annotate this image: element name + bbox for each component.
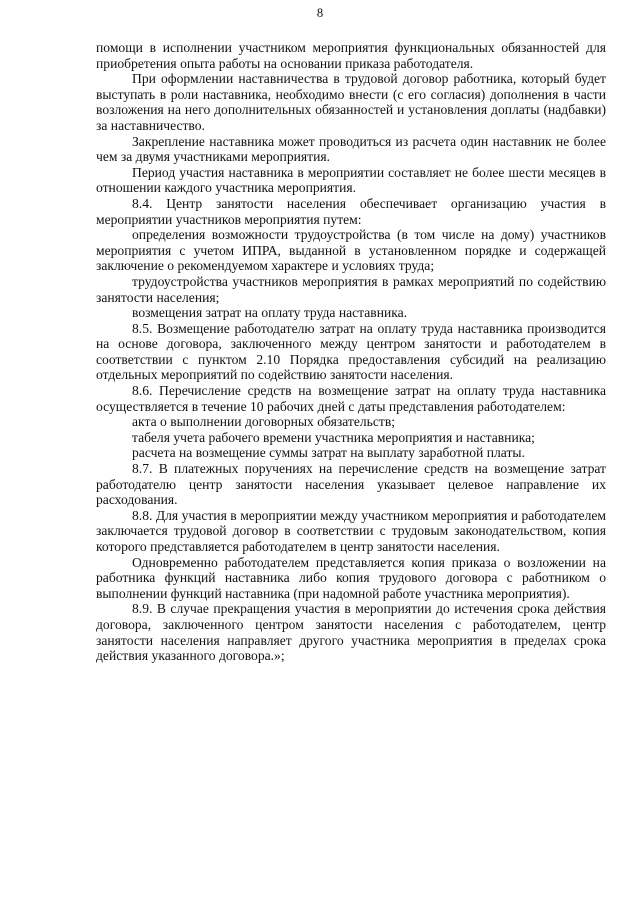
list-item-calculation: расчета на возмещение суммы затрат на выплату заработной платы. [132, 445, 525, 461]
document-body [96, 40, 606, 664]
paragraph-8-5: 8.5. Возмещение работодателю затрат на оплату труда наставника производится на основе договора, заключенного между центром занятости и работодателем в соответствии с пунктом 2.10 Порядка предоставления субсидий на реализацию отдельных мероприятий по содействию занятости населения. [96, 320, 606, 383]
paragraph-mentor-ratio: Закрепление наставника может проводиться из расчета один наставник не более чем за двумя участниками мероприятия. [96, 133, 606, 165]
list-item-employment-possibility: определения возможности трудоустройства (в том числе на дому) участников мероприятия с учетом ИПРА, выданной в установленном порядке и содержащей заключение о рекомендуемом характере и условиях труда; [96, 227, 606, 274]
paragraph-order-copy: Одновременно работодателем представляется копия приказа о возложении на работника функций наставника либо копия трудового договора с работником о выполнении функций наставника (при надомной работе участника мероприятия). [96, 554, 606, 601]
paragraph-continuation: помощи в исполнении участником мероприятия функциональных обязанностей для приобретения опыта работы на основании приказа работодателя. [96, 40, 606, 71]
paragraph-mentor-period: Период участия наставника в мероприятии составляет не более шести месяцев в отношении каждого участника мероприятия. [96, 164, 606, 196]
page-number: 8 [316, 6, 324, 20]
list-item-reimbursement: возмещения затрат на оплату труда наставника. [132, 305, 408, 321]
paragraph-8-8: 8.8. Для участия в мероприятии между участником мероприятия и работодателем заключается трудовой договор в соответствии с трудовым законодательством, копия которого представляется работодателем в центр занятости населения. [96, 507, 606, 554]
paragraph-mentorship-contract: При оформлении наставничества в трудовой договор работника, который будет выступать в роли наставника, необходимо внести (с его согласия) дополнения в части возложения на него дополнительных обязанностей и установления доплаты (надбавки) за наставничество. [96, 71, 606, 133]
paragraph-8-4: 8.4. Центр занятости населения обеспечивает организацию участия в мероприятии участников мероприятия путем: [96, 195, 606, 227]
paragraph-8-7: 8.7. В платежных поручениях на перечисление средств на возмещение затрат работодателю центр занятости населения указывает целевое направление их расходования. [96, 461, 606, 508]
paragraph-8-6: 8.6. Перечисление средств на возмещение затрат на оплату труда наставника осуществляется в течение 10 рабочих дней с даты представления работодателем: [96, 383, 606, 414]
paragraph-8-9: 8.9. В случае прекращения участия в мероприятии до истечения срока действия договора, заключенного центром занятости населения с работодателем, центр занятости населения направляет другого участника мероприятия в пределах срока действия указанного договора.»; [96, 601, 606, 664]
list-item-employment: трудоустройства участников мероприятия в рамках мероприятий по содействию занятости населения; [96, 273, 606, 305]
list-item-act: акта о выполнении договорных обязательств; [132, 414, 396, 430]
list-item-timesheet: табеля учета рабочего времени участника мероприятия и наставника; [132, 429, 535, 445]
